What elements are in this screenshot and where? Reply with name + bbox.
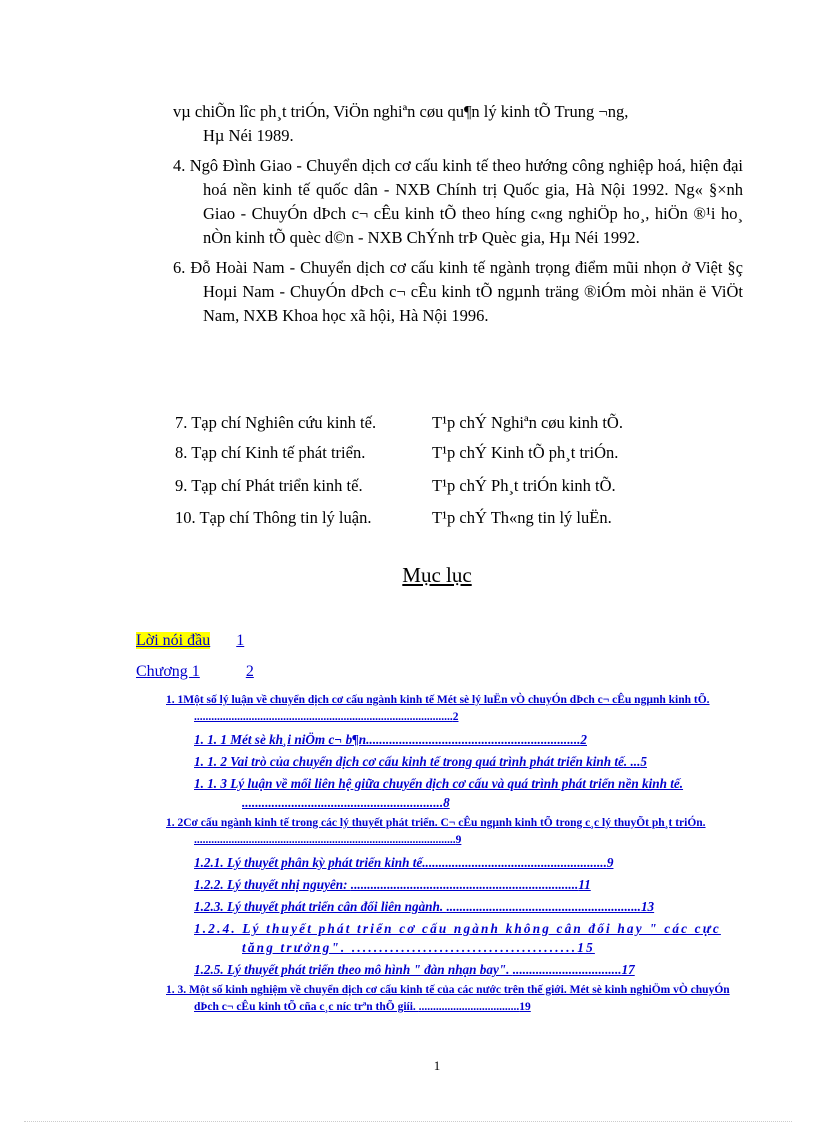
reference-vi: 7. Tạp chí Nghiên cứu kinh tế. xyxy=(175,413,377,432)
page-bottom-border xyxy=(24,1121,792,1122)
toc-entry xyxy=(136,752,739,771)
toc-link[interactable]: 1. 3. Một số kinh nghiệm về chuyển dịch cơ cấu kinh tế của các nước trên thế giới. Mét sè kinh nghiÖm vÒ chuyÓn dÞch c¬ cÊu kinh tÕ cña c¸c níc trªn thÕ giíi. ...................................19 xyxy=(166,984,730,1013)
toc-entry-intro xyxy=(136,630,739,652)
reference-continuation: Hµ Néi 1989. xyxy=(203,126,294,145)
toc-link[interactable]: 1.2.5. Lý thuyết phát triển theo mô hình " đàn nhạn bay". .................................17 xyxy=(194,962,635,977)
references-list xyxy=(173,100,743,334)
reference-item xyxy=(173,256,743,328)
toc-entry xyxy=(136,692,739,726)
reference-item xyxy=(173,100,743,148)
toc-entry xyxy=(136,919,739,957)
toc-link[interactable]: 1. 1Một số lý luận về chuyển dịch cơ cấu ngành kinh tế Mét sè lý luËn vÒ chuyÓn dÞch c¬ cÊu ngµnh kinh tÕ. ..........................................................................................2 xyxy=(166,694,710,723)
reference-legacy: T¹p chÝ Ph¸t triÓn kinh tÕ. xyxy=(432,476,616,495)
toc-entry xyxy=(136,897,739,916)
toc-entry xyxy=(136,853,739,872)
toc-link[interactable]: 1. 1. 2 Vai trò của chuyển dịch cơ cấu kinh tế trong quá trình phát triển kinh tế. ...5 xyxy=(194,754,647,769)
toc-title: Mục lục xyxy=(402,563,472,587)
page-number: 1 xyxy=(433,1058,441,1073)
reference-text: 4. Ngô Đình Giao - Chuyển dịch cơ cấu kinh tế theo hướng công nghiệp xyxy=(173,156,654,175)
reference-text: vµ chiÕn lîc ph¸t triÓn, ViÖn nghiªn cøu qu¶n lý kinh tÕ Trung ¬ng, xyxy=(173,102,629,121)
toc-entry xyxy=(136,875,739,894)
toc-entry xyxy=(136,815,739,849)
toc-link[interactable]: 1. 1. 1 Mét sè kh¸i niÖm c¬ b¶n.................................................................2 xyxy=(194,732,587,747)
reference-item xyxy=(173,154,743,250)
toc-link-intro[interactable]: Lời nói đầu 1 xyxy=(136,632,245,649)
toc-link[interactable]: 1. 2Cơ cấu ngành kinh tế trong các lý thuyết phát triển. C¬ cÊu ngµnh kinh tÕ trong c¸c lý thuyÕt ph¸t triÓn. ...........................................................................................9 xyxy=(166,817,706,846)
toc-entry-chapter xyxy=(136,661,739,683)
toc-entry xyxy=(136,730,739,749)
toc-link[interactable]: 1.2.3. Lý thuyết phát triển cân đối liên ngành. ...........................................................13 xyxy=(194,899,655,914)
table-of-contents xyxy=(136,630,739,1020)
toc-link[interactable]: 1.2.2. Lý thuyết nhị nguyên: .....................................................................11 xyxy=(194,877,591,892)
reference-vi: 10. Tạp chí Thông tin lý luận. xyxy=(175,508,372,527)
toc-link[interactable]: 1.2.1. Lý thuyết phân kỳ phát triển kinh tế........................................................9 xyxy=(194,855,614,870)
reference-vi: 8. Tạp chí Kinh tế phát triển. xyxy=(175,443,366,462)
reference-continuation: hoá, hiện đại hoá nền kinh tế quốc dân - NXB Chính trị Quốc gia, Hà Nội 1992. Ng« §×nh Giao - ChuyÓn dÞch c¬ cÊu kinh tÕ theo híng c«ng nghiÖp ho¸, hiÖn ®¹i ho¸ nÒn kinh tÕ quèc d©n - NXB ChÝnh trÞ Quèc gia, Hµ Néi 1992. xyxy=(203,156,744,247)
reference-legacy: T¹p chÝ Th«ng tin lý luËn. xyxy=(432,508,612,527)
reference-text: 6. Đỗ Hoài Nam - Chuyển dịch cơ cấu kinh tế ngành trọng điểm mũi xyxy=(173,258,639,277)
reference-legacy: T¹p chÝ Kinh tÕ ph¸t triÓn. xyxy=(432,443,619,462)
toc-entry xyxy=(136,982,739,1016)
toc-entry xyxy=(136,774,739,812)
reference-continuation: nhọn ở Việt §ç Hoµi Nam - ChuyÓn dÞch c¬ cÊu kinh tÕ ngµnh träng ®iÓm mòi nhän ë ViÖt Nam, NXB Khoa học xã hội, Hà Nội 1996. xyxy=(203,258,744,325)
reference-legacy: T¹p chÝ Nghiªn cøu kinh tÕ. xyxy=(432,413,623,432)
toc-entry xyxy=(136,960,739,979)
reference-vi: 9. Tạp chí Phát triển kinh tế. xyxy=(175,476,363,495)
toc-link-chapter[interactable]: Chương 1 2 xyxy=(136,663,254,680)
toc-link[interactable]: 1. 1. 3 Lý luận về mối liên hệ giữa chuyển dịch cơ cấu và quá trình phát triển nền kinh tế. .............................................................8 xyxy=(194,776,684,810)
toc-link[interactable]: 1.2.4. Lý thuyết phát triển cơ cấu ngành không cân đối hay " các cực tăng trưởng". .........................................15 xyxy=(194,921,721,955)
